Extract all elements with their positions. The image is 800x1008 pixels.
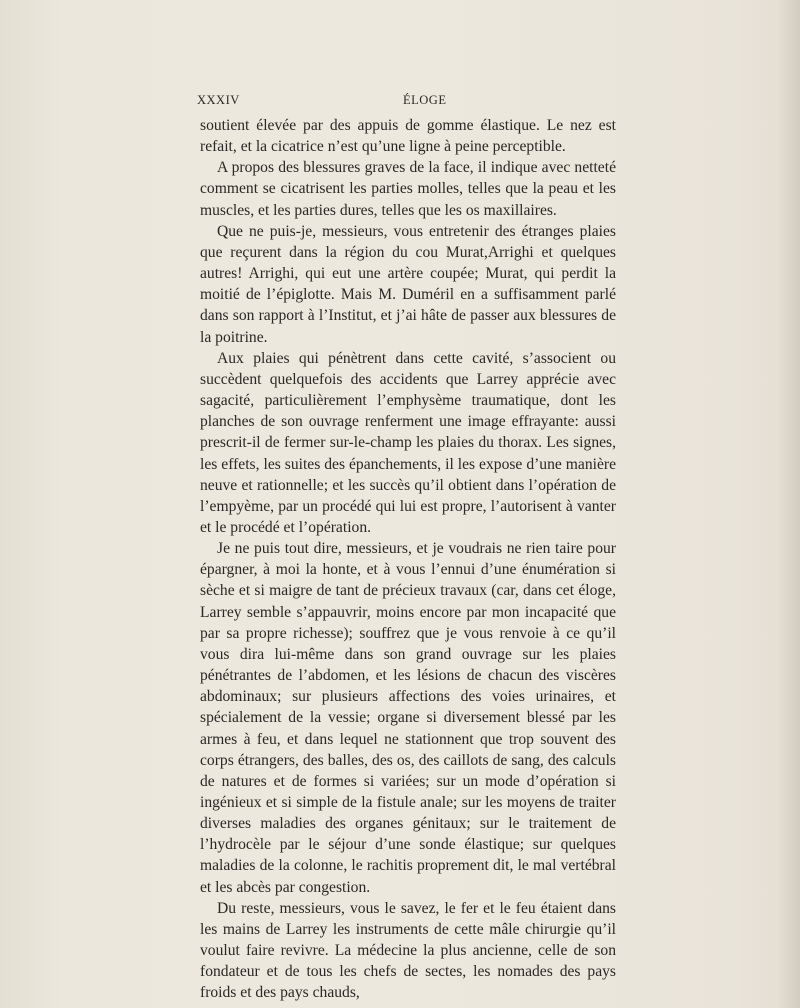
paragraph: Que ne puis-je, messieurs, vous entretenir des étranges plaies que reçurent dans la région du cou Murat,Arrighi et quelques autres! Arrighi, qui eut une artère coupée; Murat, qui perdit la moitié de l’épiglotte. Mais M. Duméril en a suffisamment parlé dans son rapport à l’Institut, et j’ai hâte de passer aux blessures de la poitrine.: [200, 222, 616, 346]
paragraph: A propos des blessures graves de la face, il indique avec netteté comment se cicatrisent les parties molles, telles que la peau et les muscles, et les parties dures, telles que les os maxillaires.: [200, 159, 616, 219]
paragraph: Je ne puis tout dire, messieurs, et je voudrais ne rien taire pour épargner, à moi la honte, et à vous l’ennui d’une énumération si sèche et si maigre de tant de précieux travaux (car, dans cet éloge, Larrey semble s’appauvrir, moins encore par mon incapacité que par sa propre richesse); souffrez que je vous renvoie à ce qu’il vous dira lui-même dans son grand ouvrage sur les plaies pénétrantes de l’abdomen, et les lésions de chacun des viscères abdominaux; sur plusieurs affections des voies urinaires, et spécialement de la vessie; organe si diversement blessé par les armes à feu, et dans lequel ne stationnent que trop souvent des corps étrangers, des balles, des os, des caillots de sang, des calculs de natures et de formes si variées; sur un mode d’opération si ingénieux et si simple de la fistule anale; sur les moyens de traiter diverses maladies des organes génitaux; sur le traitement de l’hydrocèle par le séjour d’une sonde élastique; sur quelques maladies de la colonne, le rachitis proprement dit, le mal vertébral et les abcès par congestion.: [200, 540, 616, 896]
page-number: XXXIV: [197, 93, 240, 107]
paragraph: soutient élevée par des appuis de gomme élastique. Le nez est refait, et la cicatrice n’est qu’une ligne à peine perceptible.: [200, 117, 616, 156]
paragraph: Aux plaies qui pénètrent dans cette cavité, s’associent ou succèdent quelquefois des accidents que Larrey apprécie avec sagacité, particulièrement l’emphysème traumatique, dont les planches de son ouvrage renferment une image effrayante: aussi prescrit-il de fermer sur-le-champ les plaies du thorax. Les signes, les effets, les suites des épanchements, il les expose d’une manière neuve et rationnelle; et les succès qu’il obtient dans l’opération de l’empyème, par un procédé qui lui est propre, l’autorisent à vanter et le procédé et l’opération.: [200, 349, 616, 536]
body-text: [200, 115, 616, 1004]
running-title: ÉLOGE: [403, 93, 447, 107]
page-edge-shadow: [778, 0, 800, 1008]
page-header: [197, 93, 617, 109]
paragraph: Du reste, messieurs, vous le savez, le fer et le feu étaient dans les mains de Larrey les instruments de cette mâle chirurgie qu’il voulut faire revivre. La médecine la plus ancienne, celle de son fondateur et de tous les chefs de sectes, les nomades des pays froids et des pays chauds,: [200, 899, 616, 1002]
